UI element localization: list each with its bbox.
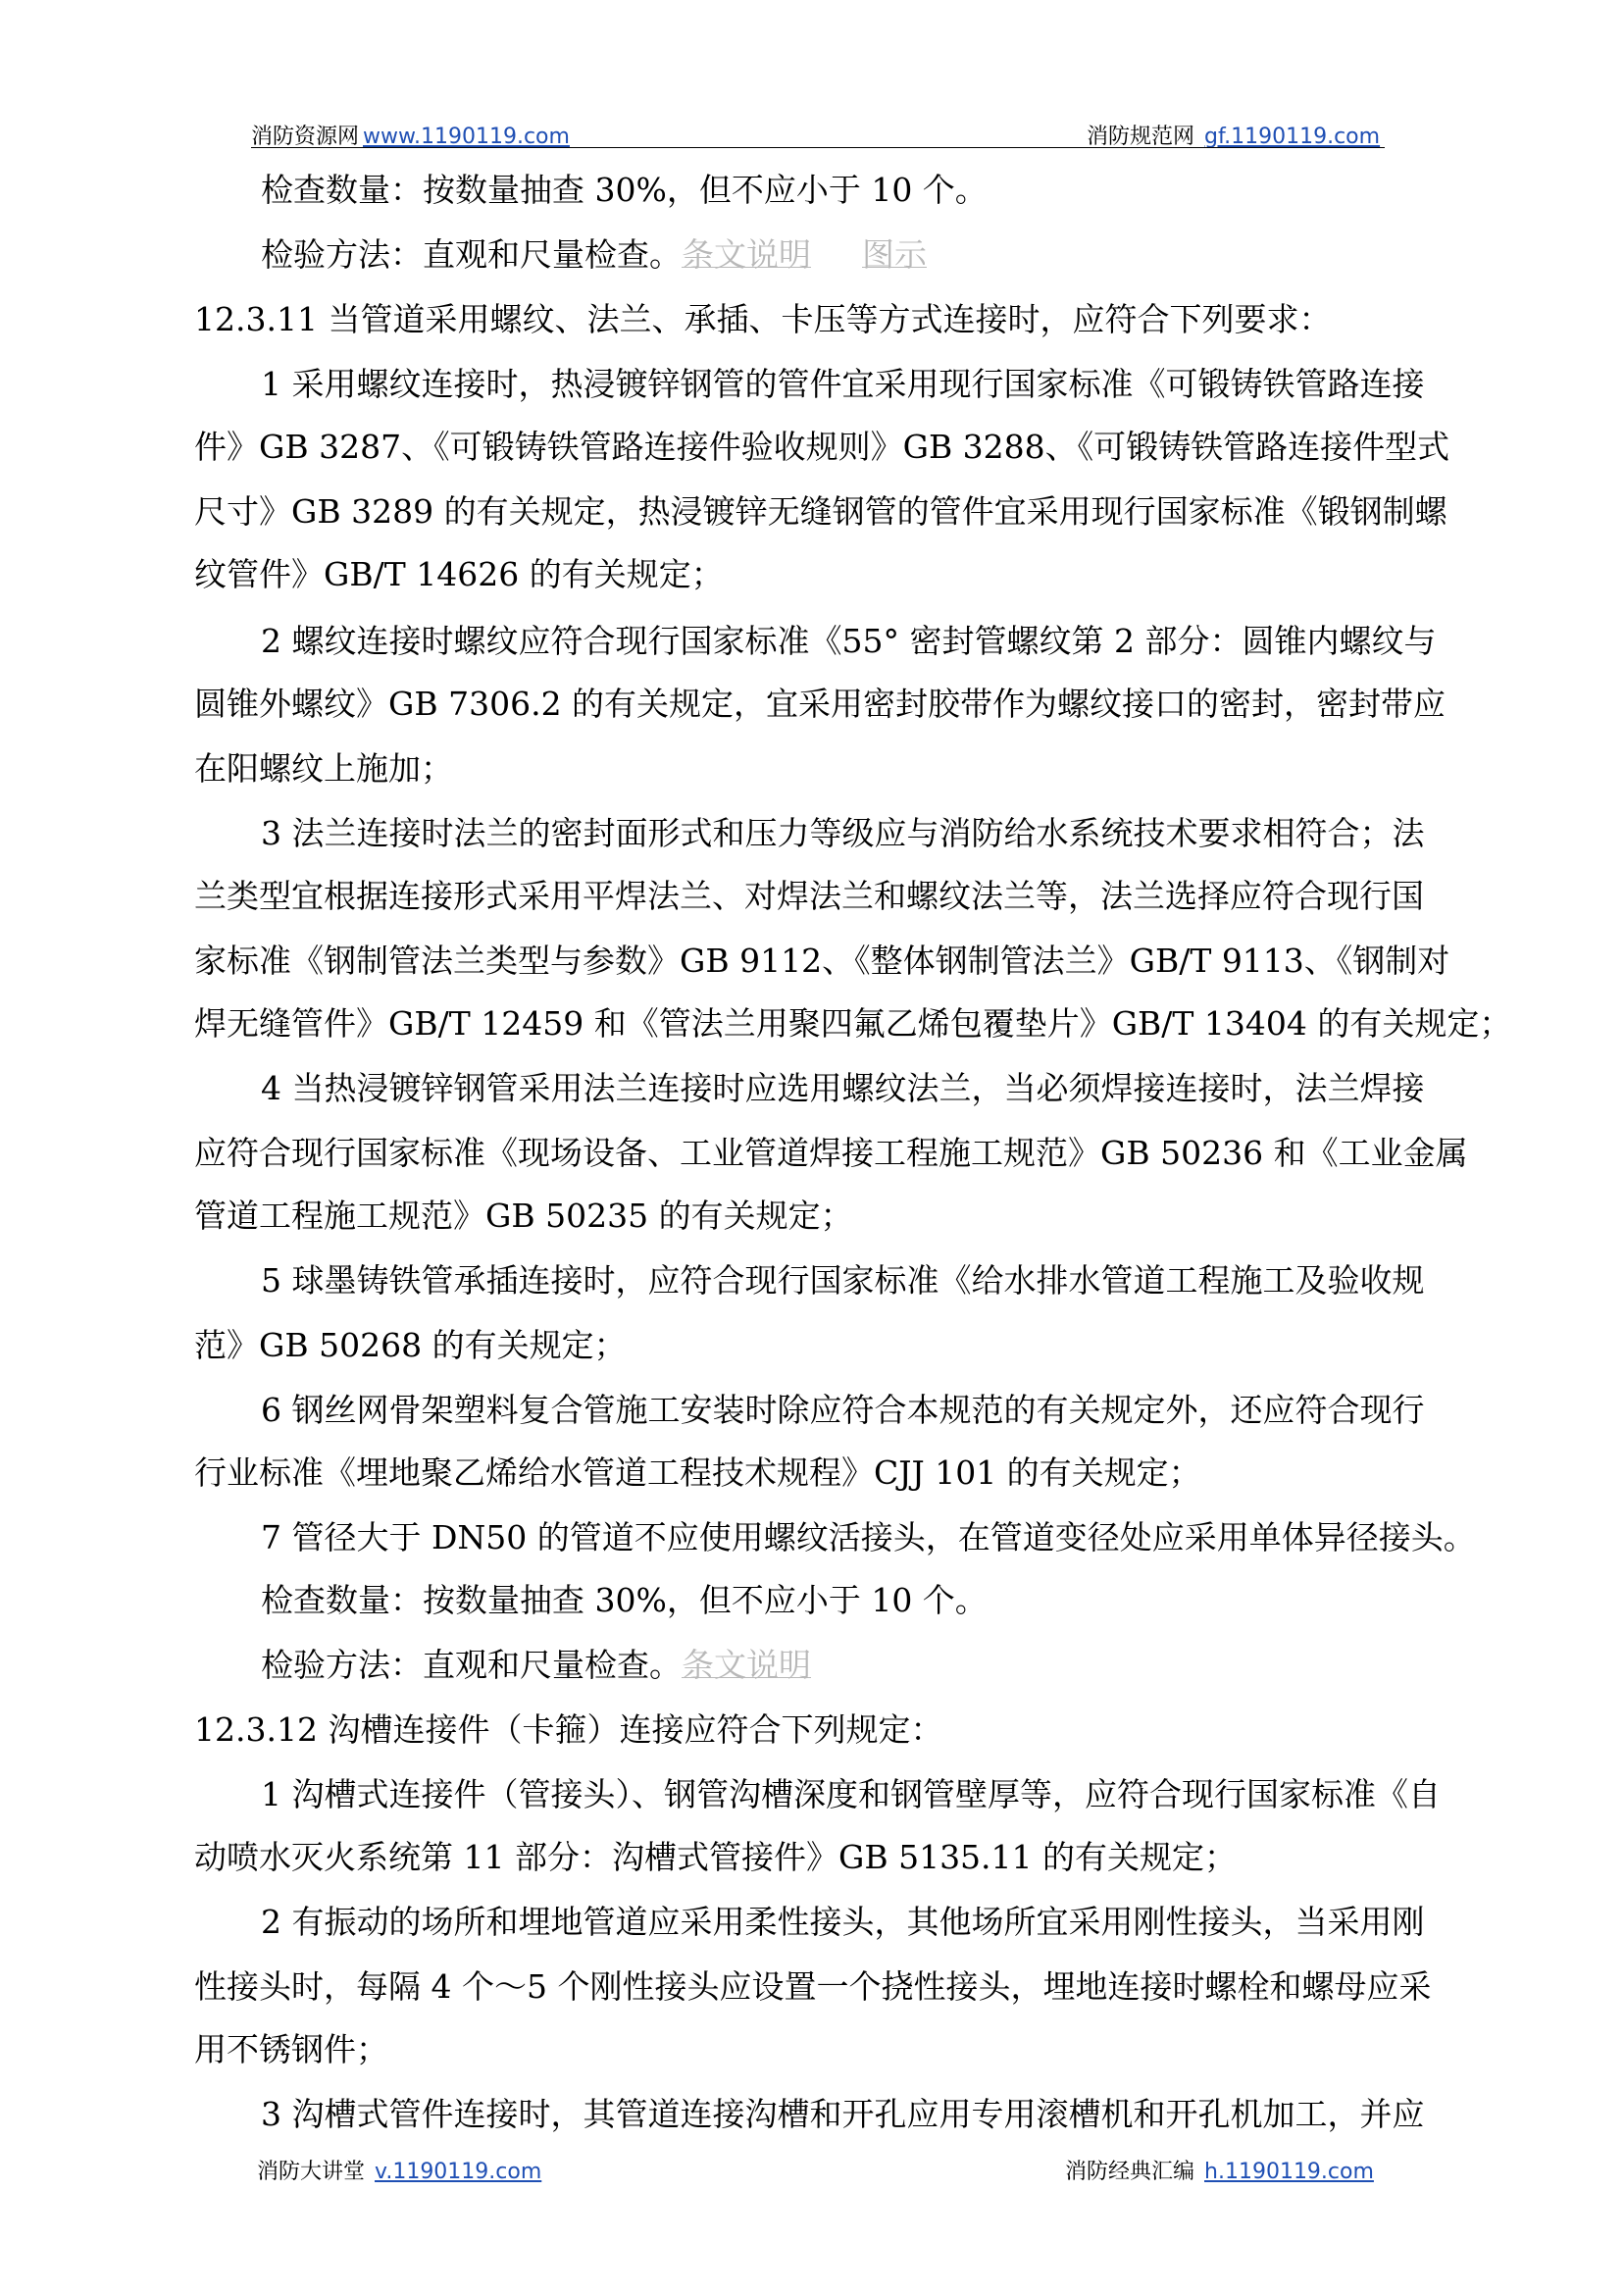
body-text: 检验方法：直观和尺量检查。 bbox=[261, 1646, 682, 1684]
body-line: 1 采用螺纹连接时，热浸镀锌钢管的管件宜采用现行国家标准《可锻铸铁管路连接 bbox=[261, 365, 1425, 403]
body-line: 应符合现行国家标准《现场设备、工业管道焊接工程施工规范》GB 50236 和《工业金属 bbox=[194, 1134, 1468, 1172]
body-line: 7 管径大于 DN50 的管道不应使用螺纹活接头，在管道变径处应采用单体异径接头。 bbox=[261, 1518, 1476, 1556]
body-line: 用不锈钢件； bbox=[194, 2030, 388, 2068]
footer-left-label: 消防大讲堂 bbox=[257, 2160, 366, 2184]
header-right-label: 消防规范网 bbox=[1087, 125, 1195, 149]
body-line: 纹管件》GB/T 14626 的有关规定； bbox=[194, 555, 724, 593]
body-line: 家标准《钢制管法兰类型与参数》GB 9112、《整体钢制管法兰》GB/T 9113、《钢制对 bbox=[194, 942, 1450, 980]
footer-right-label: 消防经典汇编 bbox=[1065, 2160, 1195, 2184]
clause-title: 12.3.12 沟槽连接件（卡箍）连接应符合下列规定： bbox=[194, 1710, 943, 1749]
footer-right bbox=[1065, 2155, 1374, 2185]
body-line: 管道工程施工规范》GB 50235 的有关规定； bbox=[194, 1197, 853, 1235]
body-line: 3 沟槽式管件连接时，其管道连接沟槽和开孔应用专用滚槽机和开孔机加工，并应 bbox=[261, 2095, 1425, 2133]
body-line: 2 螺纹连接时螺纹应符合现行国家标准《55° 密封管螺纹第 2 部分：圆锥内螺纹与 bbox=[261, 622, 1437, 660]
footer-left-link[interactable]: v.1190119.com bbox=[375, 2160, 542, 2184]
header-right-link[interactable]: gf.1190119.com bbox=[1204, 125, 1381, 149]
clause-explain-link[interactable]: 条文说明 bbox=[682, 1646, 811, 1684]
header-left bbox=[251, 120, 570, 150]
body-line: 性接头时，每隔 4 个～5 个刚性接头应设置一个挠性接头，埋地连接时螺栓和螺母应采 bbox=[194, 1967, 1432, 2006]
body-line: 范》GB 50268 的有关规定； bbox=[194, 1326, 627, 1364]
figure-link[interactable]: 图示 bbox=[862, 235, 927, 274]
header-left-label: 消防资源网 bbox=[251, 125, 360, 149]
body-line: 检查数量：按数量抽查 30%，但不应小于 10 个。 bbox=[261, 1581, 988, 1619]
body-line: 动喷水灭火系统第 11 部分：沟槽式管接件》GB 5135.11 的有关规定； bbox=[194, 1838, 1238, 1876]
body-line: 圆锥外螺纹》GB 7306.2 的有关规定，宜采用密封胶带作为螺纹接口的密封，密封带应 bbox=[194, 685, 1446, 723]
header-left-link[interactable]: www.1190119.com bbox=[363, 125, 570, 149]
clause-explain-link[interactable]: 条文说明 bbox=[682, 235, 811, 274]
footer-left bbox=[257, 2155, 541, 2185]
body-line: 2 有振动的场所和埋地管道应采用柔性接头，其他场所宜采用刚性接头，当采用刚 bbox=[261, 1903, 1425, 1941]
body-text: 检验方法：直观和尺量检查。 bbox=[261, 235, 682, 274]
body-line: 在阳螺纹上施加； bbox=[194, 749, 453, 788]
header-rule bbox=[251, 147, 1385, 148]
header-right bbox=[1087, 120, 1380, 150]
body-line: 6 钢丝网骨架塑料复合管施工安装时除应符合本规范的有关规定外，还应符合现行 bbox=[261, 1391, 1425, 1429]
body-line: 1 沟槽式连接件（管接头）、钢管沟槽深度和钢管壁厚等，应符合现行国家标准《自 bbox=[261, 1775, 1441, 1813]
body-line: 件》GB 3287、《可锻铸铁管路连接件验收规则》GB 3288、《可锻铸铁管路连接件型式 bbox=[194, 428, 1450, 466]
body-line: 尺寸》GB 3289 的有关规定，热浸镀锌无缝钢管的管件宜采用现行国家标准《锻钢制螺 bbox=[194, 492, 1447, 531]
clause-title: 12.3.11 当管道采用螺纹、法兰、承插、卡压等方式连接时，应符合下列要求： bbox=[194, 300, 1332, 338]
body-line: 5 球墨铸铁管承插连接时，应符合现行国家标准《给水排水管道工程施工及验收规 bbox=[261, 1261, 1425, 1300]
body-line: 3 法兰连接时法兰的密封面形式和压力等级应与消防给水系统技术要求相符合；法 bbox=[261, 814, 1425, 852]
body-line: 检查数量：按数量抽查 30%，但不应小于 10 个。 bbox=[261, 171, 988, 209]
body-line: 兰类型宜根据连接形式采用平焊法兰、对焊法兰和螺纹法兰等，法兰选择应符合现行国 bbox=[194, 877, 1424, 915]
body-line bbox=[261, 1646, 811, 1685]
footer-right-link[interactable]: h.1190119.com bbox=[1204, 2160, 1374, 2184]
body-line bbox=[261, 235, 927, 275]
body-line: 4 当热浸镀锌钢管采用法兰连接时应选用螺纹法兰，当必须焊接连接时，法兰焊接 bbox=[261, 1069, 1425, 1107]
body-line: 行业标准《埋地聚乙烯给水管道工程技术规程》CJJ 101 的有关规定； bbox=[194, 1453, 1201, 1492]
body-line: 焊无缝管件》GB/T 12459 和《管法兰用聚四氟乙烯包覆垫片》GB/T 13404 的有关规定； bbox=[194, 1004, 1512, 1043]
